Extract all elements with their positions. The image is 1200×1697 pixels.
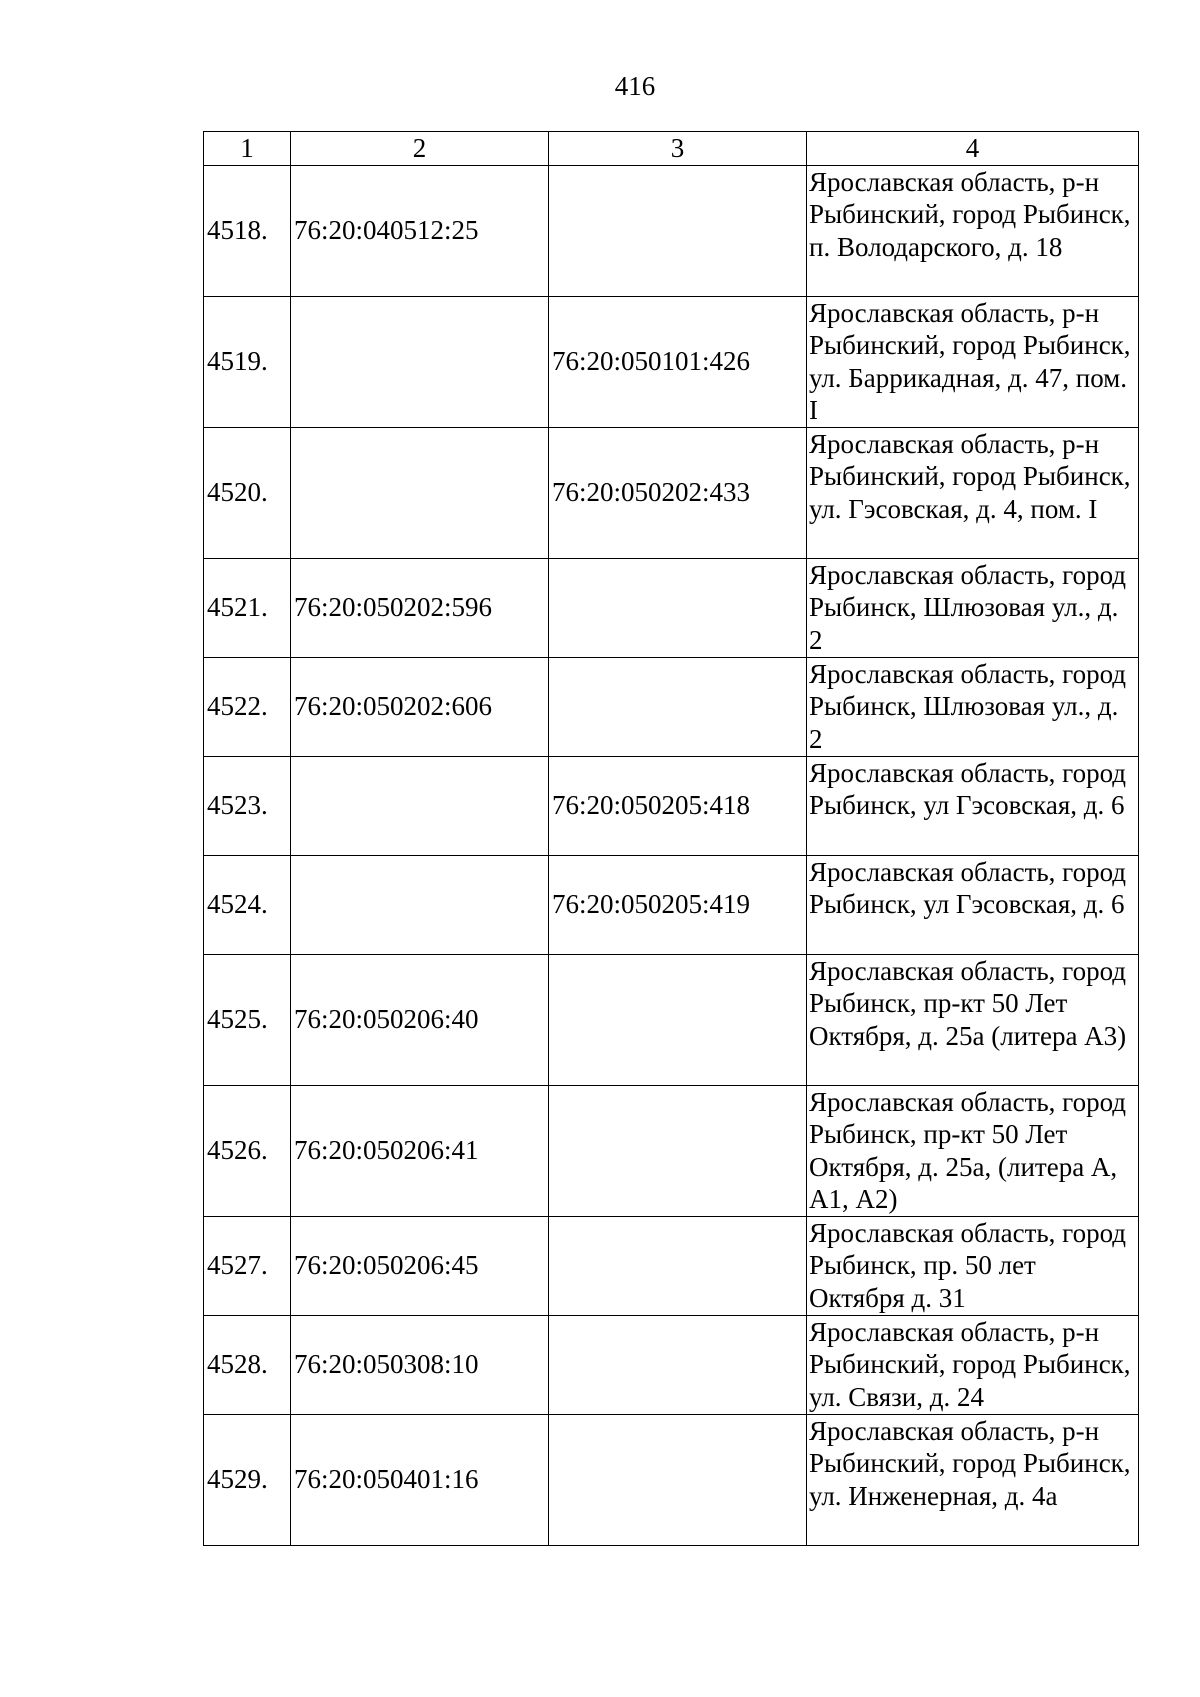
cadastral-number-col3	[549, 1315, 807, 1414]
cadastral-number-col3: 76:20:050205:419	[549, 855, 807, 954]
cadastral-number-col3	[549, 1085, 807, 1216]
cadastral-number-col3	[549, 1216, 807, 1315]
cadastral-number-col2: 76:20:050202:606	[291, 657, 549, 756]
row-number: 4521.	[204, 558, 291, 657]
cadastral-number-col2: 76:20:050206:40	[291, 954, 549, 1085]
address: Ярославская область, город Рыбинск, Шлюзовая ул., д. 2	[807, 657, 1139, 756]
cadastral-number-col2: 76:20:050206:45	[291, 1216, 549, 1315]
table-row	[204, 855, 1139, 954]
cadastral-number-col3: 76:20:050205:418	[549, 756, 807, 855]
table-row	[204, 1414, 1139, 1545]
cadastral-number-col2: 76:20:050308:10	[291, 1315, 549, 1414]
cadastral-number-col2: 76:20:050401:16	[291, 1414, 549, 1545]
table-row	[204, 558, 1139, 657]
address: Ярославская область, р-н Рыбинский, город Рыбинск, ул. Связи, д. 24	[807, 1315, 1139, 1414]
header-col-3: 3	[549, 132, 807, 166]
address: Ярославская область, р-н Рыбинский, город Рыбинск, ул. Гэсовская, д. 4, пом. I	[807, 427, 1139, 558]
cadastral-number-col3	[549, 1414, 807, 1545]
cadastral-number-col2	[291, 756, 549, 855]
address: Ярославская область, город Рыбинск, ул Гэсовская, д. 6	[807, 855, 1139, 954]
cadastral-number-col2	[291, 296, 549, 427]
row-number: 4520.	[204, 427, 291, 558]
table-row	[204, 165, 1139, 296]
address: Ярославская область, город Рыбинск, Шлюзовая ул., д. 2	[807, 558, 1139, 657]
header-col-1: 1	[204, 132, 291, 166]
row-number: 4525.	[204, 954, 291, 1085]
header-col-4: 4	[807, 132, 1139, 166]
address: Ярославская область, город Рыбинск, пр-кт 50 Лет Октября, д. 25а (литера А3)	[807, 954, 1139, 1085]
registry-table	[203, 131, 1139, 1546]
row-number: 4519.	[204, 296, 291, 427]
cadastral-number-col2	[291, 855, 549, 954]
cadastral-number-col3: 76:20:050101:426	[549, 296, 807, 427]
address: Ярославская область, р-н Рыбинский, город Рыбинск, ул. Инженерная, д. 4а	[807, 1414, 1139, 1545]
address: Ярославская область, город Рыбинск, пр-кт 50 Лет Октября, д. 25а, (литера А, А1, А2)	[807, 1085, 1139, 1216]
header-row	[204, 132, 1139, 166]
cadastral-number-col3: 76:20:050202:433	[549, 427, 807, 558]
table-row	[204, 657, 1139, 756]
row-number: 4522.	[204, 657, 291, 756]
row-number: 4526.	[204, 1085, 291, 1216]
address: Ярославская область, р-н Рыбинский, город Рыбинск, п. Володарского, д. 18	[807, 165, 1139, 296]
row-number: 4518.	[204, 165, 291, 296]
table-row	[204, 1085, 1139, 1216]
row-number: 4528.	[204, 1315, 291, 1414]
table-row	[204, 427, 1139, 558]
row-number: 4529.	[204, 1414, 291, 1545]
address: Ярославская область, р-н Рыбинский, город Рыбинск, ул. Баррикадная, д. 47, пом. I	[807, 296, 1139, 427]
cadastral-number-col2: 76:20:050206:41	[291, 1085, 549, 1216]
row-number: 4523.	[204, 756, 291, 855]
cadastral-number-col2: 76:20:040512:25	[291, 165, 549, 296]
header-col-2: 2	[291, 132, 549, 166]
address: Ярославская область, город Рыбинск, ул Гэсовская, д. 6	[807, 756, 1139, 855]
cadastral-number-col2	[291, 427, 549, 558]
page-number: 416	[614, 71, 656, 101]
table-row	[204, 1315, 1139, 1414]
table-row	[204, 756, 1139, 855]
row-number: 4524.	[204, 855, 291, 954]
table-row	[204, 296, 1139, 427]
table-row	[204, 954, 1139, 1085]
cadastral-number-col3	[549, 657, 807, 756]
cadastral-number-col3	[549, 954, 807, 1085]
row-number: 4527.	[204, 1216, 291, 1315]
address: Ярославская область, город Рыбинск, пр. 50 лет Октября д. 31	[807, 1216, 1139, 1315]
cadastral-number-col2: 76:20:050202:596	[291, 558, 549, 657]
table-row	[204, 1216, 1139, 1315]
cadastral-number-col3	[549, 558, 807, 657]
cadastral-number-col3	[549, 165, 807, 296]
